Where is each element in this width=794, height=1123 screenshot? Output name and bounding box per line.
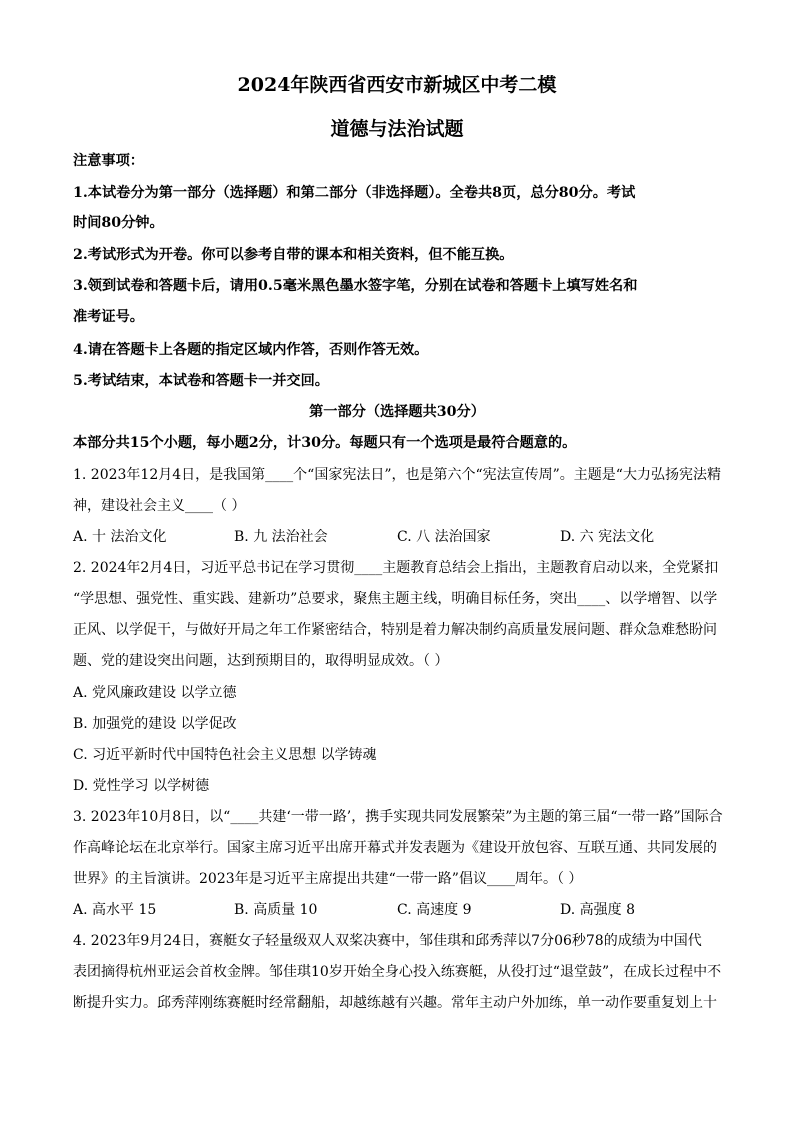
page-subtitle: 道德与法治试题 [330,118,464,140]
question-1-option-d: D. 六 宪法文化 [560,529,655,545]
question-1-line: 神，建设社会主义____（ ） [73,498,246,514]
part1-heading: 第一部分（选择题共30分） [309,404,485,420]
notice-line: 4.请在答题卡上各题的指定区域内作答，否则作答无效。 [73,342,429,358]
question-3-option-a: A. 高水平 15 [73,902,157,918]
question-4-line: 断提升实力。邱秀萍刚练赛艇时经常翻船，却越练越有兴趣。常年主动户外加练，单一动作要重复划上十 [73,995,717,1011]
notice-line: 1.本试卷分为第一部分（选择题）和第二部分（非选择题）。全卷共8页，总分80分。考试 [73,185,636,201]
question-1-line: 1. 2023年12月4日，是我国第____个“国家宪法日”，也是第六个“宪法宣传周”。主题是“大力弘扬宪法精 [73,467,721,483]
question-1-option-c: C. 八 法治国家 [397,529,491,545]
question-2-option-c: C. 习近平新时代中国特色社会主义思想 以学铸魂 [73,747,377,763]
notice-line: 3.领到试卷和答题卡后，请用0.5毫米黑色墨水签字笔，分别在试卷和答题卡上填写姓名和 [73,278,638,294]
question-2-line: 正风、以学促干，与做好开局之年工作紧密结合，特别是着力解决制约高质量发展问题、群众急难愁盼问 [73,622,717,638]
notice-heading: 注意事项： [73,153,144,169]
question-3-option-c: C. 高速度 9 [397,902,472,918]
question-2-option-b: B. 加强党的建设 以学促改 [73,716,237,732]
question-2-line: “学思想、强党性、重实践、建新功”总要求，聚焦主题主线，明确目标任务，突出____、以学增智、以学 [73,591,718,607]
question-1-option-b: B. 九 法治社会 [234,529,328,545]
notice-line: 5.考试结束，本试卷和答题卡一并交回。 [73,373,329,389]
notice-line: 准考证号。 [73,309,144,325]
question-3-line: 世界》的主旨演讲。2023年是习近平主席提出共建“一带一路”倡议____周年。（ ） [73,871,583,887]
question-3-line: 作高峰论坛在北京举行。国家主席习近平出席开幕式并发表题为《建设开放包容、互联互通、共同发展的 [73,840,717,856]
question-2-option-a: A. 党风廉政建设 以学立德 [73,685,237,701]
question-3-line: 3. 2023年10月8日，以“____共建‘一带一路’，携手实现共同发展繁荣”为主题的第三届“一带一路”国际合 [73,809,723,825]
question-3-option-b: B. 高质量 10 [234,902,318,918]
question-2-line: 2. 2024年2月4日，习近平总书记在学习贯彻____主题教育总结会上指出，主题教育启动以来，全党紧扣 [73,560,719,576]
page-title: 2024年陕西省西安市新城区中考二模 [237,74,557,96]
question-4-line: 表团摘得杭州亚运会首枚金牌。邹佳琪10岁开始全身心投入练赛艇，从役打过“退堂鼓”，在成长过程中不 [73,964,722,980]
question-2-line: 题、党的建设突出问题，达到预期目的，取得明显成效。（ ） [73,653,449,669]
part1-instruction: 本部分共15个小题，每小题2分，计30分。每题只有一个选项是最符合题意的。 [73,435,577,451]
question-2-option-d: D. 党性学习 以学树德 [73,778,210,794]
notice-line: 2.考试形式为开卷。你可以参考自带的课本和相关资料，但不能互换。 [73,247,514,263]
question-4-line: 4. 2023年9月24日，赛艇女子轻量级双人双桨决赛中，邹佳琪和邱秀萍以7分06秒78的成绩为中国代 [73,933,702,949]
question-3-option-d: D. 高强度 8 [560,902,635,918]
question-1-option-a: A. 十 法治文化 [73,529,167,545]
notice-line: 时间80分钟。 [73,215,164,231]
